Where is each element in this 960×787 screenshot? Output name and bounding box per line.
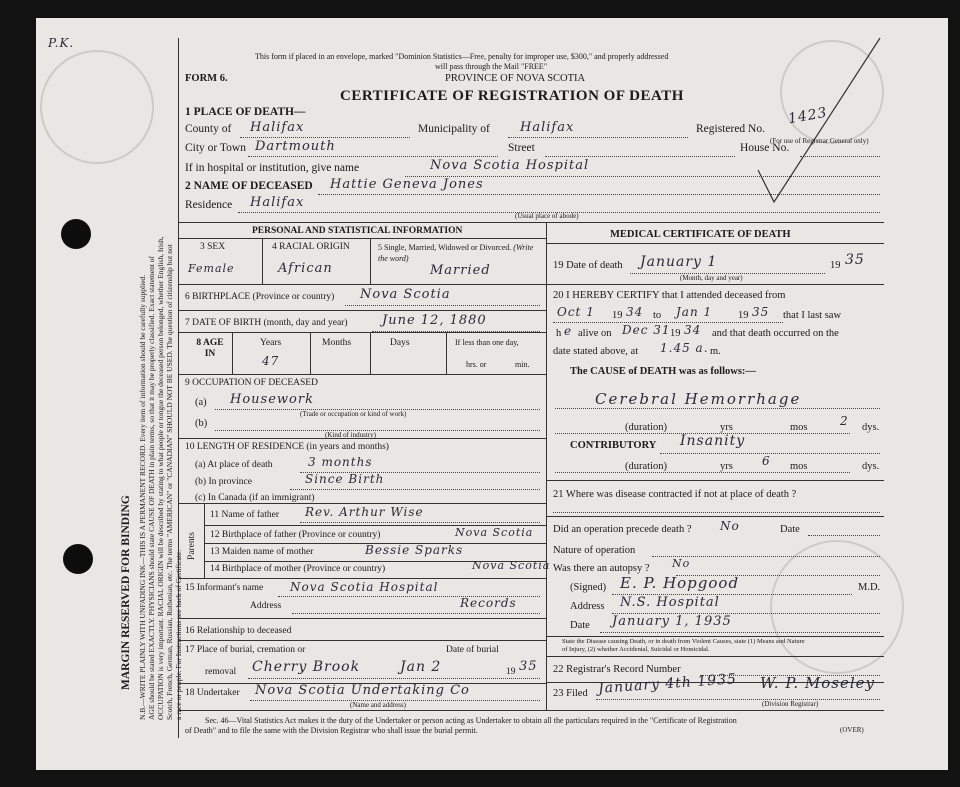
marital-status-note: (Write the word) [378,243,534,263]
place-of-death-residence-label: (a) At place of death [195,460,273,470]
form-number: FORM 6. [185,73,228,84]
signed-label: (Signed) [570,582,607,593]
birthplace-value: Nova Scotia [360,287,451,302]
cause-yrs-label: yrs [720,422,733,433]
section-divider [178,222,884,223]
residence-label: Residence [185,199,233,211]
undertaker-label: 18 Undertaker [185,688,240,698]
date-of-death-value: January 1 [640,254,718,270]
cause-mos-label: mos [790,422,808,433]
relationship-label: 16 Relationship to deceased [185,626,292,636]
months-label: Months [322,338,352,348]
row-rule [178,578,546,579]
row-rule [178,710,884,711]
residence-length-note: (in years and months) [306,442,389,452]
cause-duration-label: (duration) [625,422,667,433]
contrib-duration-line [555,472,850,473]
mother-birthplace-value: Nova Scotia [472,559,551,572]
operation-date-line [808,535,880,536]
disease-contracted-line [553,512,880,513]
filed-label: 23 Filed [553,688,588,699]
residence-value: Halifax [250,195,305,210]
contrib-duration-label: (duration) [625,461,667,472]
occupation-b: (b) [195,418,208,429]
date-year-value: 35 [845,252,865,268]
contrib-dys-label: dys. [862,461,880,472]
punch-hole-top [61,219,91,249]
to-label: to [653,310,662,321]
occupation-b-line [215,430,540,431]
occupation-a-note: (Trade or occupation or kind of work) [300,410,407,418]
punch-hole-bottom [63,544,93,574]
corner-mark: P.K. [48,36,75,50]
certificate-date-label: Date [570,620,590,631]
deceased-name-label: 2 NAME OF DECEASED [185,180,313,192]
undertaker-note: (Name and address) [350,701,406,709]
date-of-death-note: (Month, day and year) [680,274,743,282]
place-of-death-heading: 1 PLACE OF DEATH— [185,106,306,118]
certificate-date-value: January 1, 1935 [612,614,732,629]
date-of-death-label: 19 Date of death [553,260,623,271]
attended-from-value: Oct 1 [557,305,595,319]
medical-heading: MEDICAL CERTIFICATE OF DEATH [610,229,791,240]
mother-label: 13 Maiden name of mother [210,547,314,557]
informant-address-label: Address [250,601,282,611]
occupation-label: 9 OCCUPATION OF DECEASED [185,378,318,388]
disease-contracted-label: 21 Where was disease contracted if not at place of death ? [553,489,797,500]
years-label: Years [260,338,282,348]
row-rule [178,640,546,641]
registered-number: 1423 [786,104,829,128]
margin-heading: MARGIN RESERVED FOR BINDING [120,495,132,690]
less-than-day-label: If less than one day, [455,338,519,347]
time-of-death-value: 1.45 a. [660,341,709,355]
informant-address-value: Records [460,596,517,610]
signed-value: E. P. Hopgood [620,574,740,592]
parents-divider [204,503,205,578]
father-line [300,522,540,523]
autopsy-label: Was there an autopsy ? [553,563,650,574]
cause-value: Cerebral Hemorrhage [595,390,802,408]
time-suffix: m. [710,346,721,357]
certificate-title: CERTIFICATE OF REGISTRATION OF DEATH [340,88,684,104]
row-rule [546,656,884,657]
margin-note-4: Scotch, French, German, Russian, Ruthenian, etc. The terms "AMERICAN" or "CANADIAN" SHOULD NOT BE USED. The question of citizenship but not [165,244,174,720]
deceased-name-value: Hattie Geneva Jones [330,177,484,192]
physician-address-label: Address [570,601,605,612]
physician-address-value: N.S. Hospital [620,595,720,610]
division-registrar-note: (Division Registrar) [762,700,819,708]
removal-value: Cherry Brook [252,659,361,675]
father-birthplace-text: 12 Birthplace of father [210,530,297,540]
footer-line-1: Sec. 46—Vital Statistics Act makes it the duty of the Undertaker or person acting as Undertaker to obtain all the particulars required in the "Certificate of Registration [205,716,737,725]
row-rule [178,310,546,311]
county-label: County of [185,123,232,135]
birthplace-note: (Province or country) [252,292,335,302]
removal-line [248,678,540,679]
undertaker-value: Nova Scotia Undertaking Co [255,683,470,698]
age-col-1 [232,332,233,374]
date-year-prefix: 19 [830,260,841,271]
city-value: Dartmouth [255,139,336,154]
contrib-yrs-label: yrs [720,461,733,472]
certificate-date-line [600,632,880,633]
house-label: House No. [740,142,790,154]
marital-status-label [378,242,538,264]
place-residence-value: 3 months [308,455,373,469]
alive-on-value: Dec 31 [622,323,671,337]
birthplace-label [185,292,334,302]
municipality-line [508,137,688,138]
medical-footnote-1: State the Disease causing Death, or in death from Violent Causes, state (1) Means and Nature [562,638,805,645]
to-year-prefix: 19 [738,310,749,321]
father-label: 11 Name of father [210,510,280,520]
days-label: Days [390,338,410,348]
hospital-value: Nova Scotia Hospital [430,158,590,173]
burial-year-prefix: 19 [506,667,516,677]
registered-label: Registered No. [696,123,765,135]
cause-dys-label: dys. [862,422,880,433]
dob-value: June 12, 1880 [382,313,487,328]
row-rule [178,332,546,333]
burial-date-value: Jan 2 [400,659,442,675]
burial-date-label: Date of burial [446,645,499,655]
margin-note-5: a race or people. For Instructions see back of Certificate. [174,549,183,720]
attended-to-value: Jan 1 [676,305,713,319]
city-line [248,156,498,157]
filed-line [596,699,880,700]
father-value: Rev. Arthur Wise [305,505,424,519]
row-rule [546,284,884,285]
watermark-stamp [770,540,904,674]
race-col-divider [370,238,371,284]
father-birthplace-value: Nova Scotia [455,526,534,539]
medical-footnote-2: of Injury, (2) whether Accidental, Suicidal or Homicidal. [562,646,710,653]
residence-length-label [185,442,389,452]
form-left-border [178,38,179,738]
occupation-a-value: Housework [230,392,314,407]
operation-date-label: Date [780,524,800,535]
hrs-label: hrs. or [466,360,487,369]
sex-col-divider [262,238,263,284]
street-line [545,156,735,157]
province-residence-value: Since Birth [305,472,385,486]
alive-prefix: h [556,328,562,339]
contributory-value: Insanity [680,433,746,449]
sex-label: 3 SEX [200,242,226,252]
operation-label: Did an operation precede death ? [553,524,692,535]
marital-status-value: Married [430,263,491,278]
occupation-a: (a) [195,397,207,408]
dob-label [185,318,348,328]
registrar-record-label: 22 Registrar's Record Number [553,664,681,675]
racial-origin-value: African [278,261,333,276]
county-value: Halifax [250,120,305,135]
contrib-mos-label: mos [790,461,808,472]
burial-year-value: 35 [519,659,538,674]
footer-over: (OVER) [840,726,864,734]
in-province-label: (b) In province [195,477,252,487]
row-rule [178,374,546,375]
age-col-2 [310,332,311,374]
informant-address-line [292,613,540,614]
md-label: M.D. [858,582,881,593]
personal-heading: PERSONAL AND STATISTICAL INFORMATION [252,226,463,236]
dob-note: (month, day and year) [263,318,348,328]
informant-label: 15 Informant's name [185,583,264,593]
occupation-b-note: (Kind of industry) [325,431,376,439]
registrar-signature: W. P. Moseley [760,674,876,692]
municipality-value: Halifax [520,120,575,135]
residence-note: (Usual place of abode) [515,212,579,220]
filed-value: January 4th 1935 [597,671,738,697]
racial-origin-label: 4 RACIAL ORIGIN [272,242,350,252]
cause-label: The CAUSE of DEATH was as follows:— [570,366,756,377]
alive-year-value: 34 [684,323,702,337]
registrar-note: (For use of Registrar General only) [770,137,869,145]
father-birthplace-label [210,530,380,540]
province-residence-line [290,489,540,490]
age-col-4 [446,332,447,374]
marital-status-text: 5 Single, Married, Widowed or Divorced. [378,243,512,252]
contrib-months-value: 6 [762,454,771,468]
row-rule [178,618,546,619]
burial-label: 17 Place of burial, cremation or [185,645,306,655]
mother-birthplace-note: (Province or country) [303,564,386,574]
mother-value: Bessie Sparks [365,543,464,557]
min-label: min. [515,360,530,369]
municipality-label: Municipality of [418,123,490,135]
row-rule [178,438,546,439]
contributory-label: CONTRIBUTORY [570,440,657,451]
removal-label: removal [205,667,237,677]
residence-length-label-text: 10 LENGTH OF RESIDENCE [185,442,305,452]
check-mark-icon [740,30,890,210]
margin-note-2: AGE should be stated EXACTLY. PHYSICIANS should state CAUSE OF DEATH in plain terms, so that it may be properly classified. Exact statement of [147,255,156,720]
last-saw-label: that I last saw [783,310,842,321]
alive-year-prefix: 19 [670,328,681,339]
row-rule [178,503,546,504]
hospital-label: If in hospital or institution, give name [185,162,360,174]
margin-note-3: OCCUPATION is very important. RACIAL ORIGIN will be described by stating to what people or tongue the deceased person belonged, whether English, Irish, [156,236,165,720]
age-years-value: 47 [262,354,280,368]
autopsy-value: No [672,557,691,570]
from-year-prefix: 19 [612,310,623,321]
parents-label: Parents [187,532,197,560]
city-label: City or Town [185,142,246,154]
mother-birthplace-text: 14 Birthplace of mother [210,564,302,574]
sex-value: Female [188,262,235,275]
cause-days-value: 2 [840,414,849,428]
mother-birthplace-label [210,564,385,574]
row-rule [546,516,884,517]
from-year-value: 34 [626,305,644,319]
age-col-3 [370,332,371,374]
to-year-value: 35 [752,305,770,319]
date-stated-label: date stated above, at [553,346,639,357]
in-canada-label: (c) In Canada (if an immigrant) [195,493,315,503]
row-rule [178,284,546,285]
nature-label: Nature of operation [553,545,636,556]
age-label: 8 AGE IN [196,338,224,359]
margin-note-1: N.B.—WRITE PLAINLY WITH UNFADING INK—THIS IS A PERMANENT RECORD. Every item of information should be carefully supplied. [138,274,147,720]
row-rule [546,480,884,481]
birthplace-label-text: 6 BIRTHPLACE [185,292,251,302]
death-occurred-label: and that death occurred on the [712,328,839,339]
operation-value: No [720,519,740,533]
birthplace-line [345,305,540,306]
personal-heading-rule [178,238,546,239]
county-line [240,137,410,138]
mail-notice-1: This form if placed in an envelope, marked "Dominion Statistics—Free, penalty for improper use, $300," and properly addressed [255,52,669,61]
footer-line-2: of Death" and to file the same with the Division Registrar who shall issue the burial permit. [185,726,478,735]
province-heading: PROVINCE OF NOVA SCOTIA [445,73,586,84]
father-birthplace-note: (Province or country) [298,530,381,540]
dob-label-text: 7 DATE OF BIRTH [185,318,262,328]
informant-value: Nova Scotia Hospital [290,580,439,594]
medical-heading-rule [546,243,884,244]
street-label: Street [508,142,535,154]
mail-notice-2: will pass through the Mail "FREE" [435,62,548,71]
row-rule [546,636,884,637]
alive-on-label: alive on [578,328,612,339]
alive-pronoun: e [564,324,573,338]
watermark-stamp [40,50,154,164]
cause-line [555,408,880,409]
certify-label: 20 I HEREBY CERTIFY that I attended deceased from [553,290,786,301]
